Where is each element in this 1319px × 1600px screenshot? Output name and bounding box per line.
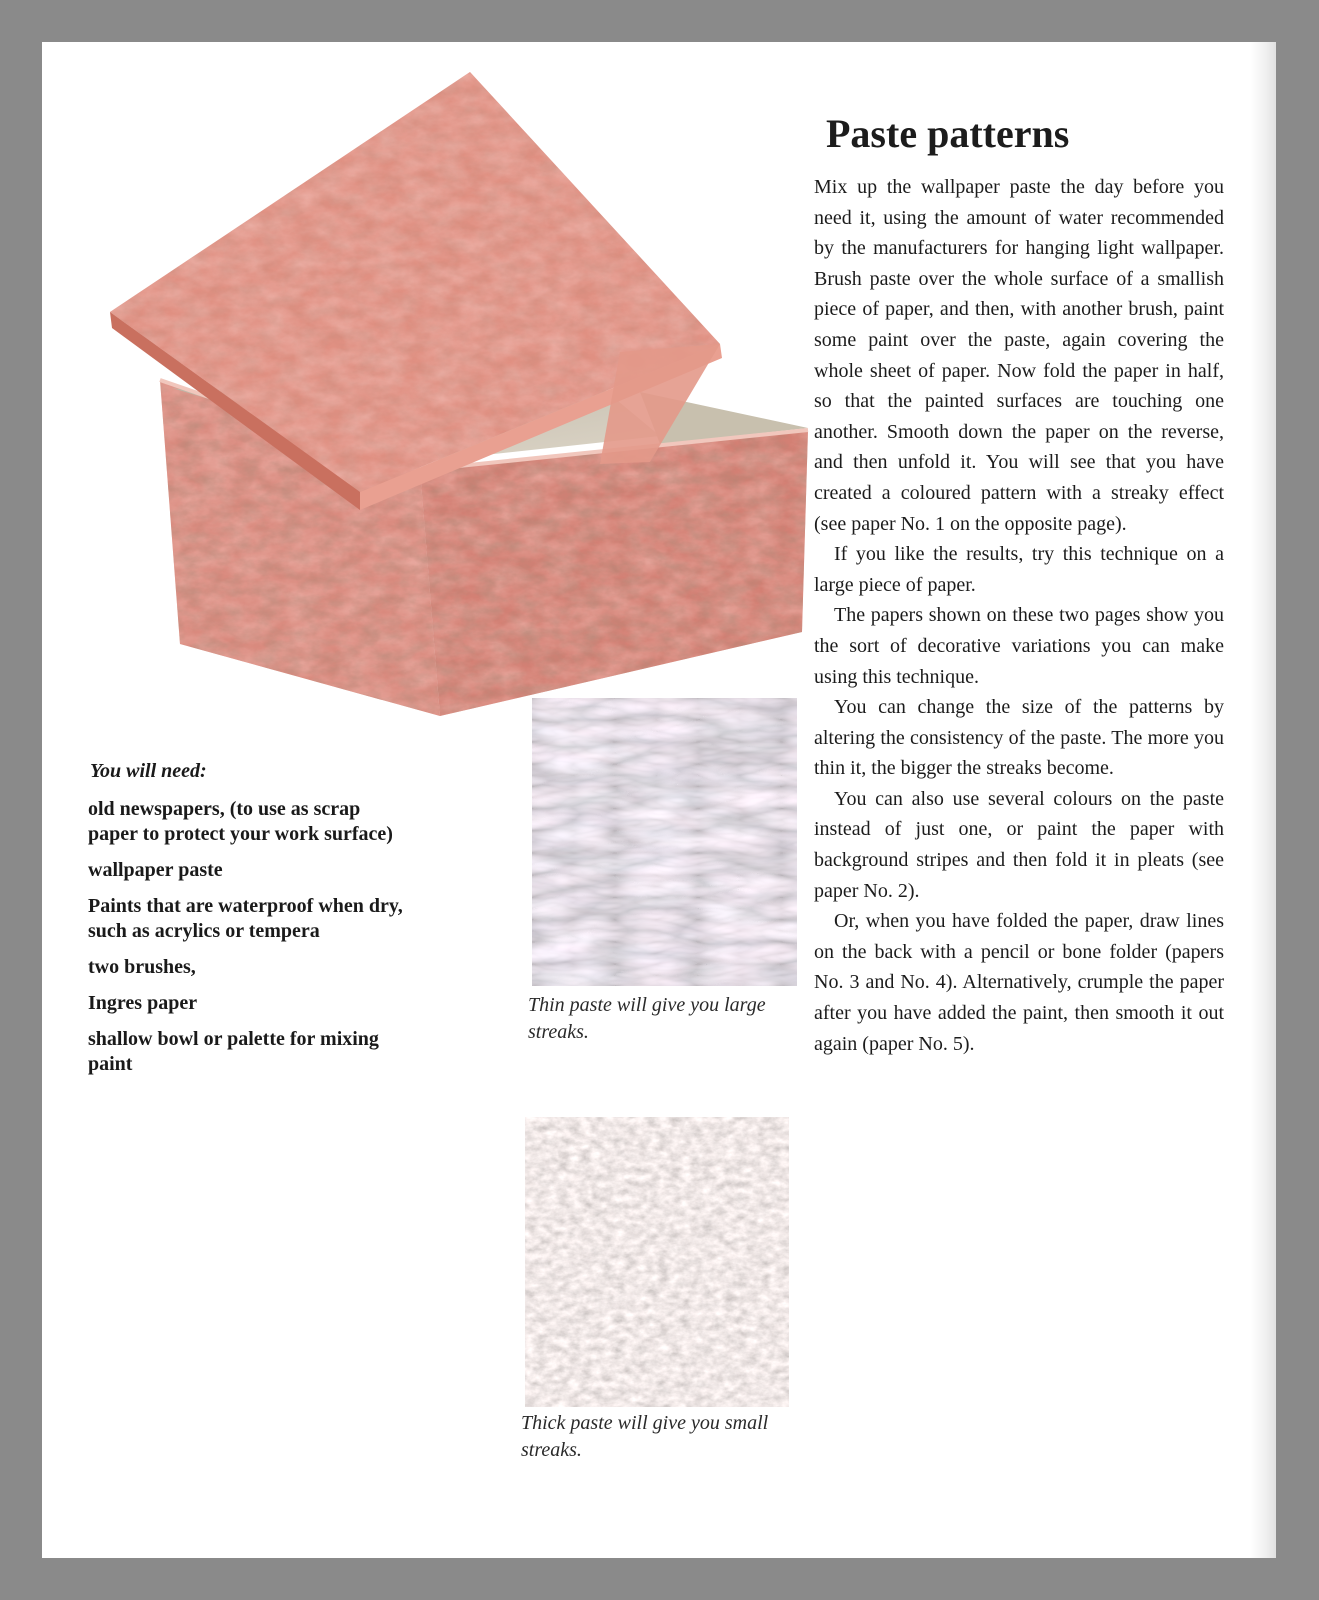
book-page <box>42 42 1276 1558</box>
paragraph: You can also use several colours on the paste instead of just one, or paint the paper with background stripes and then fold it in pleats (see paper No. 2). <box>814 787 1224 902</box>
paragraph: If you like the results, try this technique on a large piece of paper. <box>814 543 1224 596</box>
materials-item: two brushes, <box>88 956 196 978</box>
thin-paste-caption: Thin paste will give you large streaks. <box>528 994 766 1043</box>
paragraph: Or, when you have folded the paper, draw lines on the back with a pencil or bone folder (papers No. 3 and No. 4). Alternatively, crumple the paper after you have added the paint, then smooth it out again (paper No. 5). <box>814 910 1224 1055</box>
paragraph: The papers shown on these two pages show you the sort of decorative variations you can make using this technique. <box>814 604 1224 688</box>
materials-item: Paints that are waterproof when dry, such as acrylics or tempera <box>88 895 403 942</box>
paragraph: You can change the size of the patterns by altering the consistency of the paste. The more you thin it, the bigger the streaks become. <box>814 696 1224 780</box>
page-edge-shadow <box>1250 42 1276 1558</box>
materials-item: shallow bowl or palette for mixing paint <box>88 1028 379 1075</box>
paragraph: Mix up the wallpaper paste the day before you need it, using the amount of water recommended by the manufacturers for hanging light wallpaper. Brush paste over the whole surface of a smallish piece of paper, and then, with another brush, paint some paint over the paste, again covering the whole sheet of paper. Now fold the paper in half, so that the painted surfaces are touching one another. Smooth down the paper on the reverse, and then unfold it. You will see that you have created a coloured pattern with a streaky effect (see paper No. 1 on the opposite page). <box>814 176 1224 535</box>
materials-list <box>88 760 408 1088</box>
materials-item: old newspapers, (to use as scrap paper to protect your work surface) <box>88 798 393 845</box>
materials-item: Ingres paper <box>88 992 198 1014</box>
article-body <box>814 172 1224 1059</box>
materials-item: wallpaper paste <box>88 859 223 881</box>
page-title: Paste patterns <box>826 111 1070 156</box>
thick-paste-sample-image <box>525 1117 789 1407</box>
decorated-box-photo <box>60 52 850 742</box>
thick-paste-caption: Thick paste will give you small streaks. <box>521 1412 769 1461</box>
thin-paste-sample-image <box>532 698 797 986</box>
article <box>814 110 1224 1059</box>
materials-heading: You will need: <box>90 760 207 782</box>
